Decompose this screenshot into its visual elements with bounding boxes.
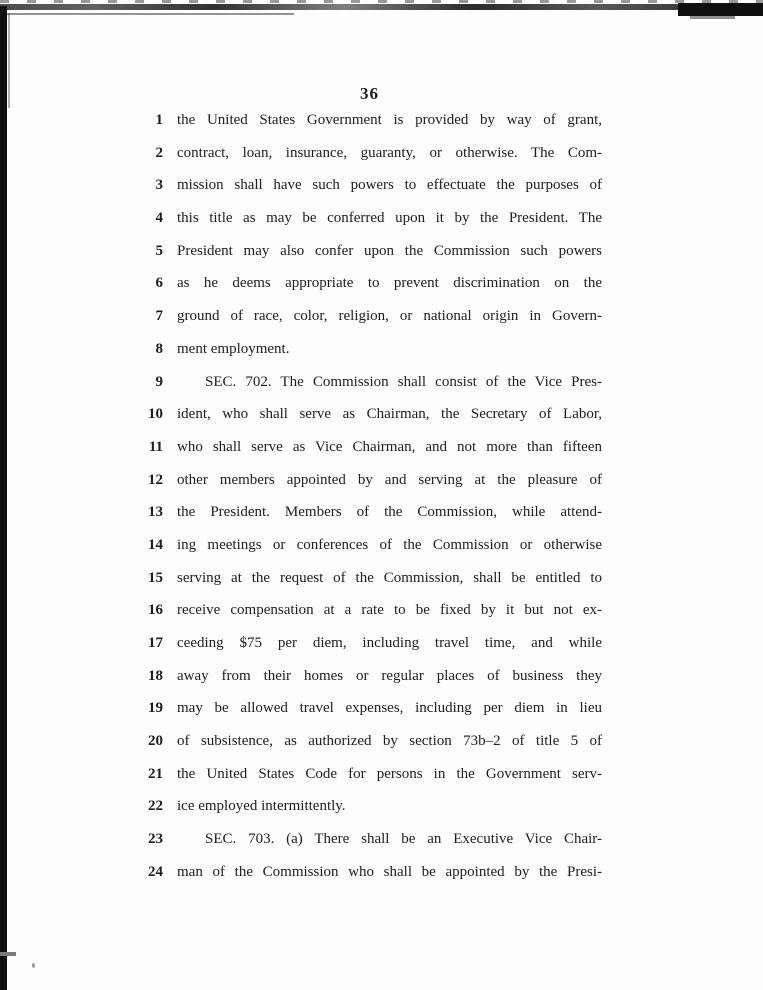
line-text: President may also confer upon the Commission such powers [177,242,602,259]
bill-line [137,398,602,431]
line-number: 6 [155,275,163,292]
line-number: 20 [148,733,163,750]
bill-line [137,692,602,725]
bill-line [137,169,602,202]
line-number: 14 [148,536,163,553]
line-number: 22 [148,798,163,815]
line-text: of subsistence, as authorized by section 73b–2 of title 5 of [177,733,602,750]
line-number: 5 [155,242,163,259]
line-number: 15 [148,569,163,586]
bill-line [137,627,602,660]
line-text: SEC. 703. (a) There shall be an Executive Vice Chair- [205,831,602,848]
line-text: serving at the request of the Commission, shall be entitled to [177,569,602,586]
line-text: other members appointed by and serving at the pleasure of [177,471,602,488]
line-text: ice employed intermittently. [177,798,346,815]
line-number: 19 [148,700,163,717]
line-number: 18 [148,667,163,684]
line-number: 8 [155,340,163,357]
scan-perforation-dashes [0,0,763,3]
bill-line [137,594,602,627]
bill-line [137,202,602,235]
bill-line [137,758,602,791]
line-text: contract, loan, insurance, guaranty, or otherwise. The Com- [177,144,602,161]
scan-top-right-smudge [690,16,735,19]
scan-left-black-strip [0,6,7,990]
line-text: SEC. 702. The Commission shall consist of the Vice Pres- [205,373,602,390]
bill-line [137,464,602,497]
line-number: 12 [148,471,163,488]
bill-line [137,104,602,137]
line-text: as he deems appropriate to prevent discrimination on the [177,275,602,292]
bill-line [137,366,602,399]
line-number: 11 [148,438,163,455]
scan-top-edge-band [0,4,763,10]
line-number: 21 [148,765,163,782]
line-number: 24 [148,863,163,880]
bill-line [137,235,602,268]
line-number: 10 [148,406,163,423]
line-text: ident, who shall serve as Chairman, the Secretary of Labor, [177,406,602,423]
line-text: ment employment. [177,340,290,357]
bill-line [137,823,602,856]
line-number: 23 [148,831,163,848]
scan-speck [32,963,35,968]
line-text: ceeding $75 per diem, including travel time, and while [177,635,602,651]
line-text: mission shall have such powers to effectuate the purposes of [177,177,602,194]
page-number: 36 [360,84,379,103]
line-text: ground of race, color, religion, or national origin in Govern- [177,308,602,325]
line-text: ing meetings or conferences of the Commission or otherwise [177,536,602,553]
line-text: may be allowed travel expenses, including per diem in lieu [177,700,602,717]
page-left-edge-line [8,13,10,108]
line-text: receive compensation at a rate to be fixed by it but not ex- [177,602,602,619]
line-number: 4 [155,210,163,227]
line-text: this title as may be conferred upon it by the President. The [177,210,602,227]
bill-line [137,300,602,333]
line-number: 3 [155,177,163,194]
bill-line [137,856,602,889]
bill-line [137,562,602,595]
bill-line [137,529,602,562]
line-text: away from their homes or regular places of business they [177,667,602,684]
bill-line [137,790,602,823]
line-number: 7 [155,308,163,325]
line-text: who shall serve as Vice Chairman, and not more than fifteen [177,438,602,455]
page-top-edge-line [4,13,294,15]
line-number: 2 [155,144,163,161]
scan-top-right-dark-block [678,3,763,16]
line-text: the President. Members of the Commission, while attend- [177,504,602,521]
bill-line [137,496,602,529]
bill-line [137,333,602,366]
bill-text-block [137,104,602,889]
line-number: 1 [155,112,163,128]
bill-line [137,431,602,464]
line-number: 9 [155,373,163,390]
bill-line [137,267,602,300]
line-number: 16 [148,602,163,619]
line-number: 17 [148,635,163,651]
line-text: the United States Code for persons in the Government serv- [177,765,602,782]
scan-left-tick-mark [0,952,16,956]
line-text: the United States Government is provided by way of grant, [177,112,602,128]
bill-line [137,725,602,758]
line-number: 13 [148,504,163,521]
bill-line [137,137,602,170]
line-text: man of the Commission who shall be appointed by the Presi- [177,863,602,880]
bill-line [137,660,602,693]
